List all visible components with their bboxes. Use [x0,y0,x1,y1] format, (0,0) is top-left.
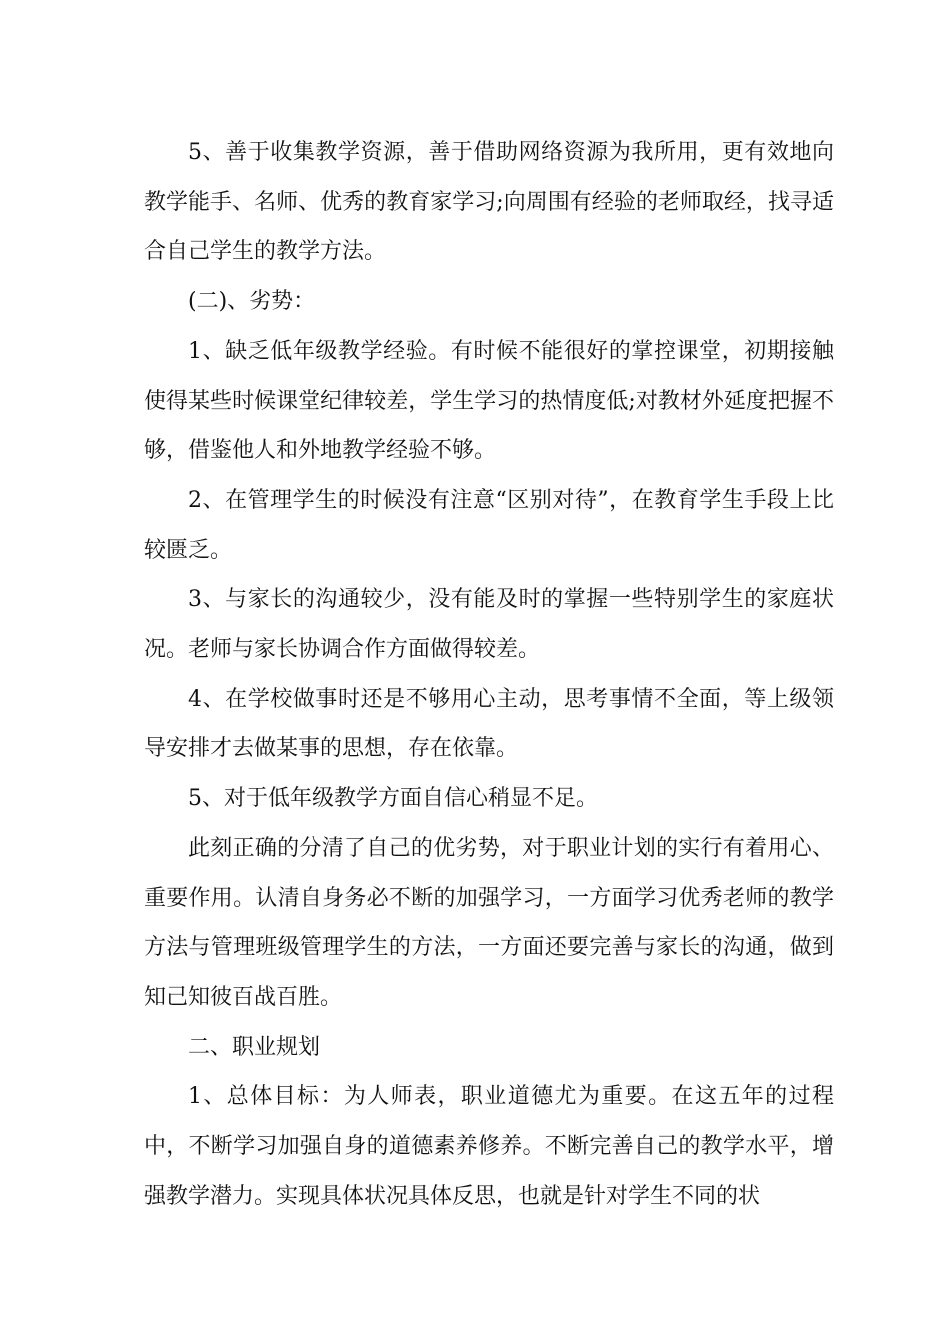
paragraph-weakness-4: 4、在学校做事时还是不够用心主动，思考事情不全面，等上级领导安排才去做某事的思想，存在依靠。 [144,686,834,762]
paragraph-weakness-5: 5、对于低年级教学方面自信心稍显不足。 [188,786,598,812]
paragraph-summary: 此刻正确的分清了自己的优劣势，对于职业计划的实行有着用心、重要作用。认清自身务必不断的加强学习，一方面学习优秀老师的教学方法与管理班级管理学生的方法，一方面还要完善与家长的沟通，做到知己知彼百战百胜。 [144,835,834,1010]
paragraph-strength-5: 5、善于收集教学资源，善于借助网络资源为我所用，更有效地向教学能手、名师、优秀的教育家学习;向周围有经验的老师取经，找寻适合自己学生的教学方法。 [144,140,834,265]
heading-weaknesses: (二)、劣势： [188,289,316,315]
document-body [144,128,834,1221]
paragraph-overall-goal: 1、总体目标：为人师表，职业道德尤为重要。在这五年的过程中，不断学习加强自身的道德素养修养。不断完善自己的教学水平，增强教学潜力。实现具体状况具体反思，也就是针对学生不同的状 [144,1084,834,1209]
heading-career-plan: 二、职业规划 [188,1034,321,1060]
paragraph-weakness-2: 2、在管理学生的时候没有注意“区别对待”，在教育学生手段上比较匮乏。 [144,487,834,563]
paragraph-weakness-1: 1、缺乏低年级教学经验。有时候不能很好的掌控课堂，初期接触使得某些时候课堂纪律较差，学生学习的热情度低;对教材外延度把握不够，借鉴他人和外地教学经验不够。 [144,338,834,464]
paragraph-weakness-3: 3、与家长的沟通较少，没有能及时的掌握一些特别学生的家庭状况。老师与家长协调合作方面做得较差。 [144,587,834,663]
